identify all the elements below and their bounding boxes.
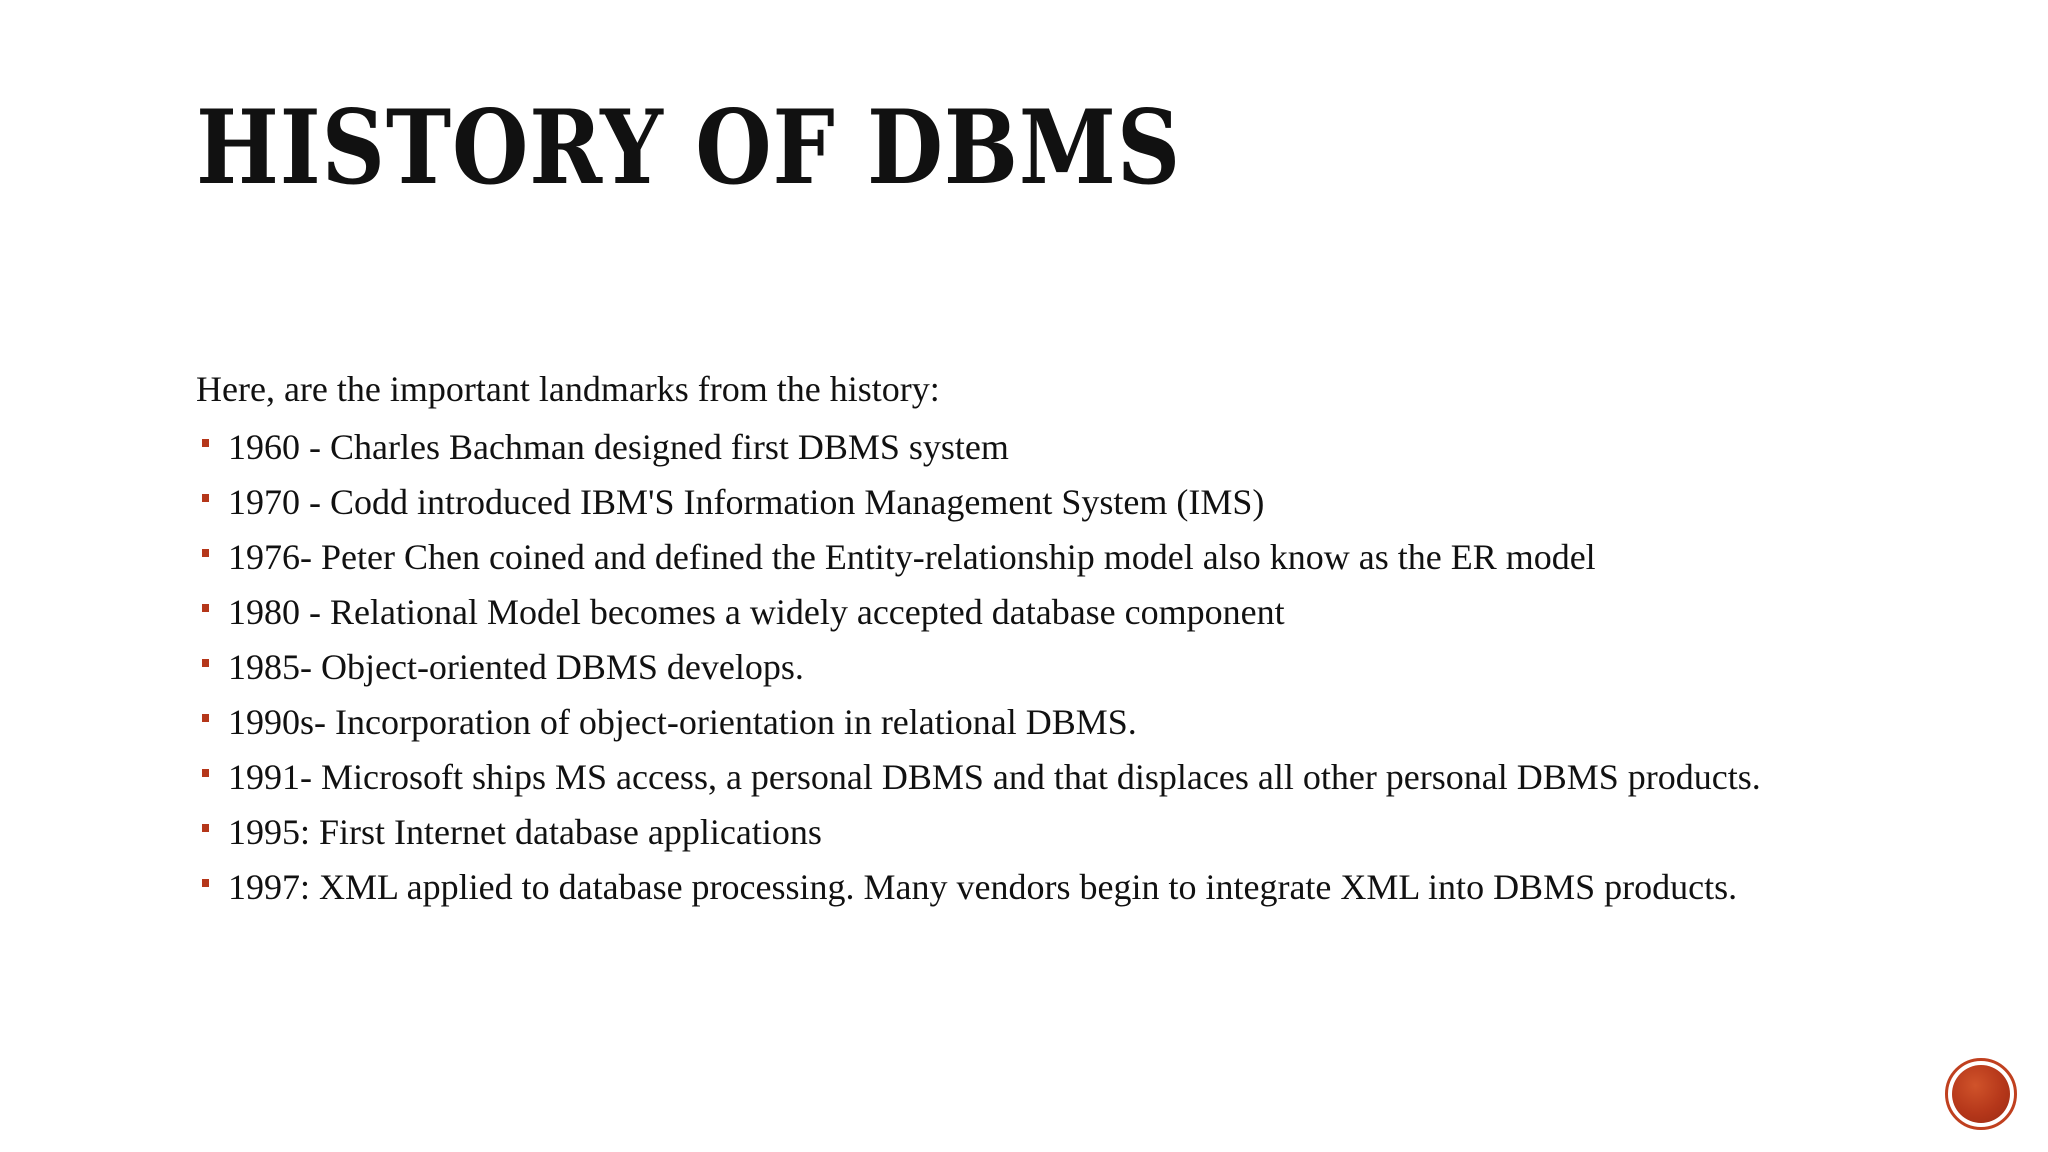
badge-fill: [1952, 1065, 2010, 1123]
bullet-item: [196, 482, 1896, 522]
bullet-item: [196, 867, 1896, 907]
square-bullet-icon: [202, 549, 209, 557]
square-bullet-icon: [202, 604, 209, 612]
bullet-text: 1960 - Charles Bachman designed first DBMS system: [228, 427, 1009, 467]
square-bullet-icon: [202, 494, 209, 502]
bullet-text: 1980 - Relational Model becomes a widely accepted database component: [228, 592, 1285, 632]
slide-title: HISTORY OF DBMS: [196, 88, 1182, 208]
bullet-item: [196, 592, 1896, 632]
bullet-text: 1990s- Incorporation of object-orientation in relational DBMS.: [228, 702, 1137, 742]
bullet-text: 1970 - Codd introduced IBM'S Information Management System (IMS): [228, 482, 1265, 522]
square-bullet-icon: [202, 879, 209, 887]
circle-badge-icon: [1945, 1058, 2017, 1130]
bullet-text: 1995: First Internet database applications: [228, 812, 822, 852]
bullet-text: 1985- Object-oriented DBMS develops.: [228, 647, 804, 687]
square-bullet-icon: [202, 659, 209, 667]
bullet-item: [196, 812, 1896, 852]
intro-text: Here, are the important landmarks from the history:: [196, 369, 940, 409]
bullet-text: 1997: XML applied to database processing. Many vendors begin to integrate XML into DBMS products.: [228, 867, 1738, 907]
bullet-list: [196, 427, 1896, 907]
square-bullet-icon: [202, 769, 209, 777]
bullet-item: [196, 537, 1896, 577]
slide-body: [196, 366, 1896, 907]
bullet-item: [196, 427, 1896, 467]
bullet-item: [196, 702, 1896, 742]
square-bullet-icon: [202, 824, 209, 832]
bullet-text: 1991- Microsoft ships MS access, a personal DBMS and that displaces all other personal DBMS products.: [228, 757, 1761, 797]
bullet-text: 1976- Peter Chen coined and defined the Entity-relationship model also know as the ER model: [228, 537, 1596, 577]
bullet-item: [196, 647, 1896, 687]
square-bullet-icon: [202, 714, 209, 722]
square-bullet-icon: [202, 439, 209, 447]
bullet-item: [196, 757, 1896, 797]
